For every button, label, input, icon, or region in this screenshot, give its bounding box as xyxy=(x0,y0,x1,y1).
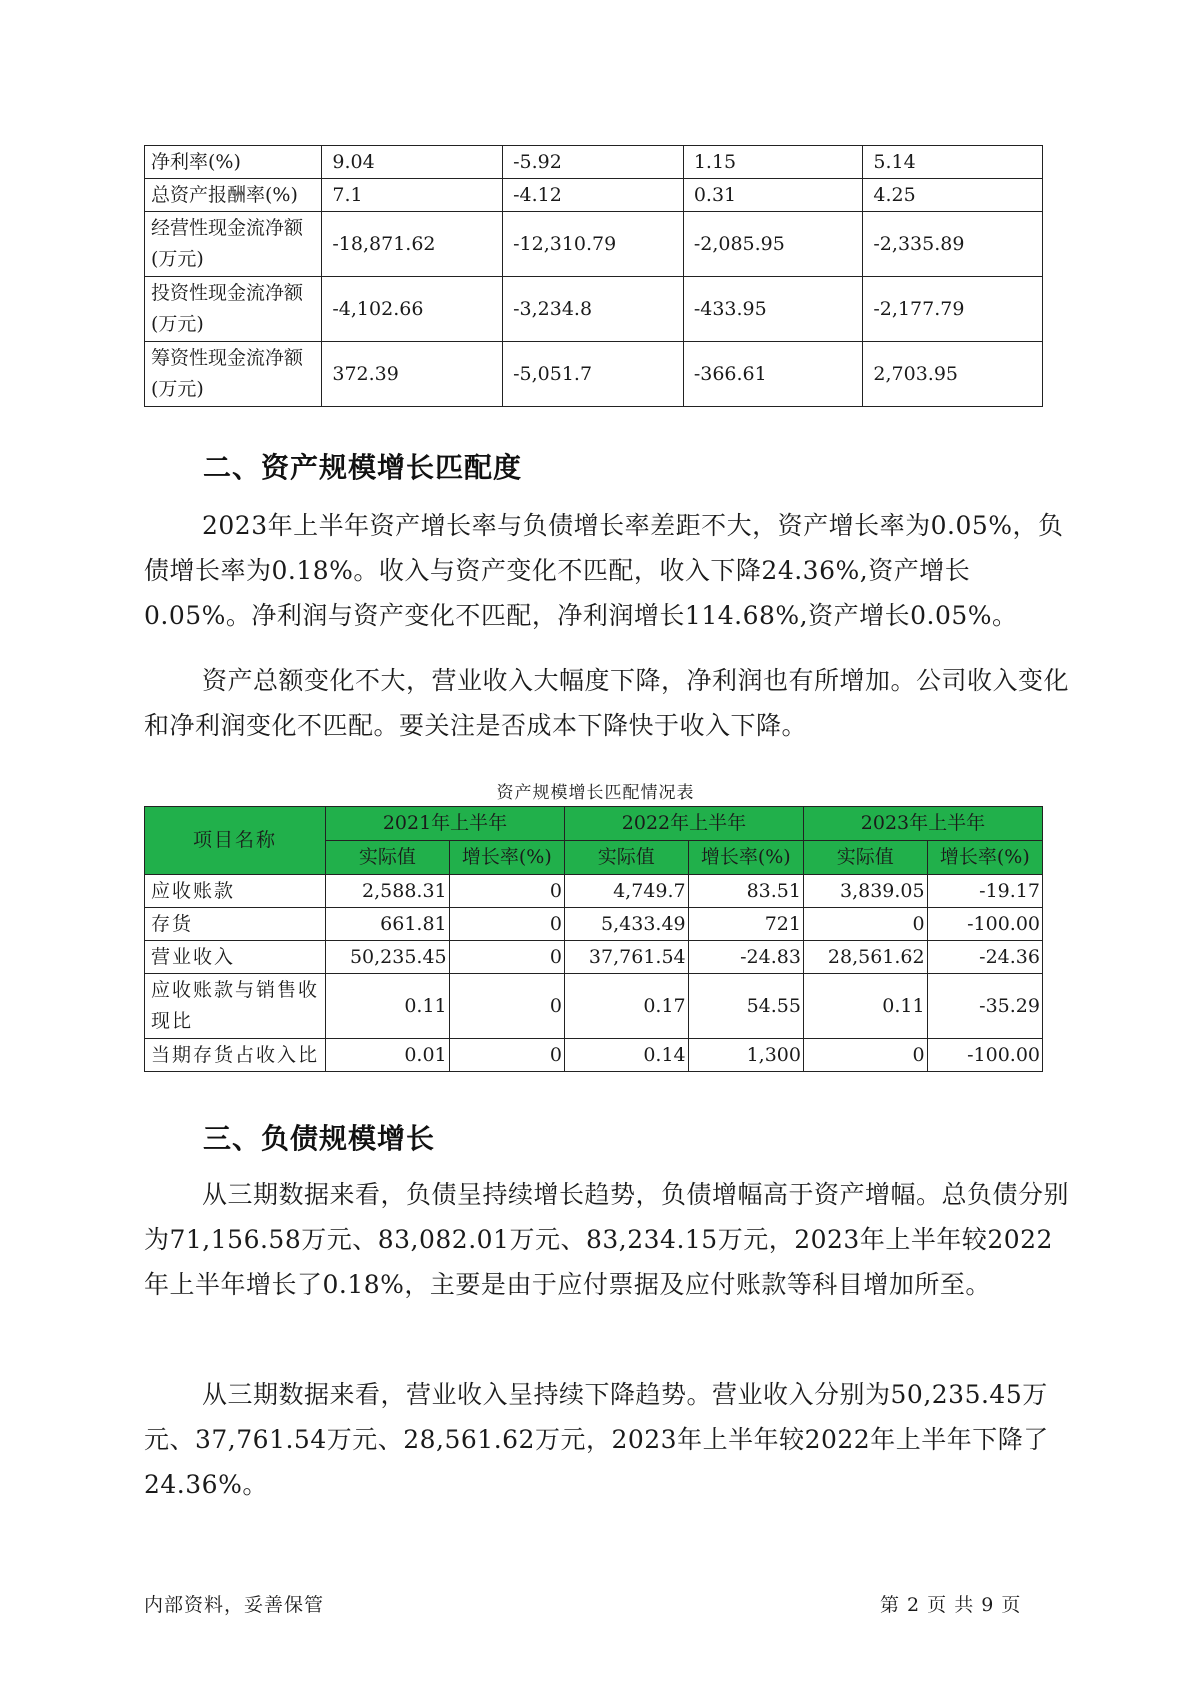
cell: -433.95 xyxy=(683,277,863,342)
cell: 0 xyxy=(449,974,564,1039)
cell: -3,234.8 xyxy=(503,277,684,342)
footer-confidential-note: 内部资料，妥善保管 xyxy=(144,1594,325,1616)
asset-growth-table xyxy=(144,806,1043,1072)
cell: -12,310.79 xyxy=(503,212,684,277)
cell: -100.00 xyxy=(927,1039,1042,1072)
cell: 0 xyxy=(803,908,927,941)
cell: 5.14 xyxy=(863,146,1043,179)
row-label: 当期存货占收入比 xyxy=(145,1039,326,1072)
cell: -2,335.89 xyxy=(863,212,1043,277)
cell: 2,703.95 xyxy=(863,342,1043,407)
cell: 9.04 xyxy=(322,146,503,179)
cell: 372.39 xyxy=(322,342,503,407)
column-header: 项目名称 xyxy=(145,807,326,875)
column-header: 实际值 xyxy=(803,841,927,875)
cell: 0 xyxy=(803,1039,927,1072)
cell: 1.15 xyxy=(683,146,863,179)
cell: -2,177.79 xyxy=(863,277,1043,342)
table-row xyxy=(145,179,1043,212)
table-row xyxy=(145,277,1043,342)
row-label: 营业收入 xyxy=(145,941,326,974)
cell: 0.14 xyxy=(564,1039,688,1072)
cell: 721 xyxy=(688,908,803,941)
paragraph: 2023年上半年资产增长率与负债增长率差距不大，资产增长率为0.05%，负债增长率为0.18%。收入与资产变化不匹配，收入下降24.36%,资产增长0.05%。净利润与资产变化不匹配，净利润增长114.68%,资产增长0.05%。 xyxy=(144,511,1064,630)
cell: 50,235.45 xyxy=(326,941,450,974)
column-header: 增长率(%) xyxy=(449,841,564,875)
cell: -5.92 xyxy=(503,146,684,179)
cell: 2,588.31 xyxy=(326,875,450,908)
paragraph: 资产总额变化不大，营业收入大幅度下降，净利润也有所增加。公司收入变化和净利润变化不匹配。要关注是否成本下降快于收入下降。 xyxy=(144,666,1070,740)
column-header: 实际值 xyxy=(326,841,450,875)
row-label: 净利率(%) xyxy=(145,146,322,179)
column-header: 2021年上半年 xyxy=(326,807,565,841)
cell: 37,761.54 xyxy=(564,941,688,974)
section-heading: 二、资产规模增长匹配度 xyxy=(203,451,523,484)
cell: -5,051.7 xyxy=(503,342,684,407)
cell: 0 xyxy=(449,908,564,941)
table-row xyxy=(145,875,1043,908)
paragraph: 从三期数据来看，营业收入呈持续下降趋势。营业收入分别为50,235.45万元、37,761.54万元、28,561.62万元，2023年上半年较2022年上半年下降了24.36%。 xyxy=(144,1380,1049,1499)
table-row xyxy=(145,908,1043,941)
row-label: 应收账款与销售收现比 xyxy=(145,974,326,1039)
financial-indicators-table xyxy=(144,145,1043,407)
cell: -100.00 xyxy=(927,908,1042,941)
cell: 0.31 xyxy=(683,179,863,212)
row-label: 投资性现金流净额(万元) xyxy=(145,277,322,342)
row-label: 总资产报酬率(%) xyxy=(145,179,322,212)
cell: 54.55 xyxy=(688,974,803,1039)
cell: -2,085.95 xyxy=(683,212,863,277)
cell: 0.01 xyxy=(326,1039,450,1072)
cell: 3,839.05 xyxy=(803,875,927,908)
cell: 0 xyxy=(449,941,564,974)
cell: 0 xyxy=(449,875,564,908)
cell: -4,102.66 xyxy=(322,277,503,342)
section-heading: 三、负债规模增长 xyxy=(203,1122,436,1155)
table-row xyxy=(145,941,1043,974)
table-row xyxy=(145,212,1043,277)
paragraph: 从三期数据来看，负债呈持续增长趋势，负债增幅高于资产增幅。总负债分别为71,156.58万元、83,082.01万元、83,234.15万元，2023年上半年较2022年上半年增长了0.18%，主要是由于应付票据及应付账款等科目增加所至。 xyxy=(144,1180,1070,1299)
column-header: 2023年上半年 xyxy=(803,807,1042,841)
cell: 5,433.49 xyxy=(564,908,688,941)
cell: 661.81 xyxy=(326,908,450,941)
cell: 7.1 xyxy=(322,179,503,212)
cell: 4.25 xyxy=(863,179,1043,212)
cell: -24.83 xyxy=(688,941,803,974)
cell: 0.17 xyxy=(564,974,688,1039)
cell: 4,749.7 xyxy=(564,875,688,908)
cell: -19.17 xyxy=(927,875,1042,908)
column-header: 实际值 xyxy=(564,841,688,875)
column-header: 2022年上半年 xyxy=(564,807,803,841)
table-caption: 资产规模增长匹配情况表 xyxy=(496,783,695,803)
row-label: 经营性现金流净额(万元) xyxy=(145,212,322,277)
row-label: 筹资性现金流净额(万元) xyxy=(145,342,322,407)
cell: 28,561.62 xyxy=(803,941,927,974)
cell: -24.36 xyxy=(927,941,1042,974)
column-header: 增长率(%) xyxy=(688,841,803,875)
cell: -35.29 xyxy=(927,974,1042,1039)
cell: -18,871.62 xyxy=(322,212,503,277)
table-row xyxy=(145,1039,1043,1072)
cell: 0.11 xyxy=(326,974,450,1039)
cell: -4.12 xyxy=(503,179,684,212)
column-header: 增长率(%) xyxy=(927,841,1042,875)
cell: 83.51 xyxy=(688,875,803,908)
cell: 0.11 xyxy=(803,974,927,1039)
cell: 0 xyxy=(449,1039,564,1072)
table-header-row xyxy=(145,807,1043,841)
row-label: 存货 xyxy=(145,908,326,941)
row-label: 应收账款 xyxy=(145,875,326,908)
table-row xyxy=(145,146,1043,179)
table-row xyxy=(145,342,1043,407)
table-row xyxy=(145,974,1043,1039)
cell: 1,300 xyxy=(688,1039,803,1072)
cell: -366.61 xyxy=(683,342,863,407)
page-number: 第 2 页 共 9 页 xyxy=(880,1594,1022,1616)
